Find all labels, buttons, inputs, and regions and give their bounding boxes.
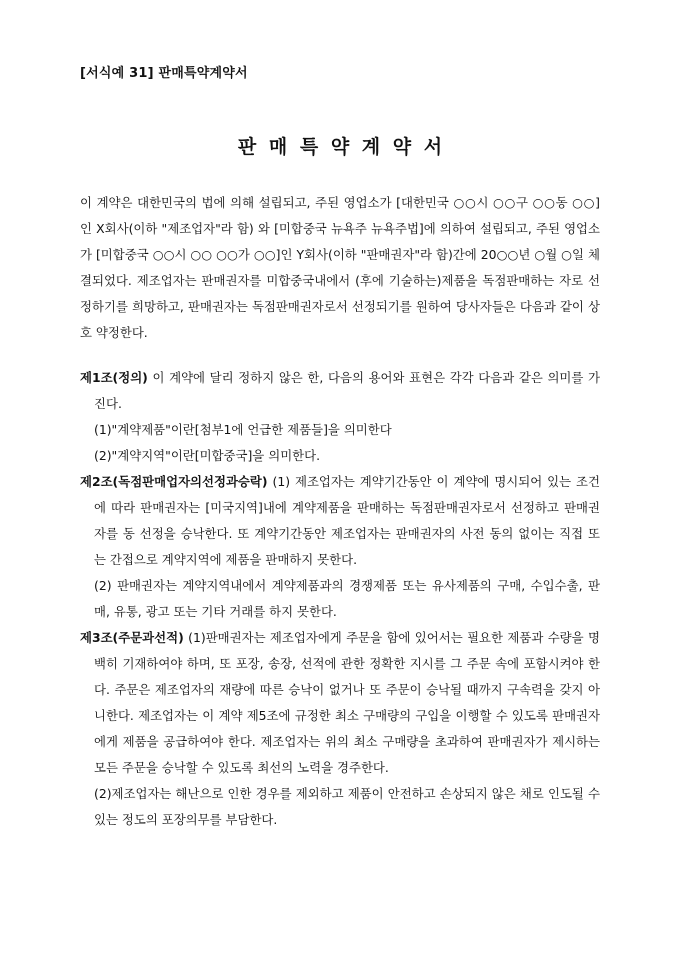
document-title: 판 매 특 약 계 약 서 xyxy=(237,136,443,158)
article-1-text: 이 계약에 달리 정하지 않은 한, 다음의 용어와 표현은 각각 다음과 같은 의미를 가진다. xyxy=(94,370,600,411)
article-2-heading: 제2조(독점판매업자의선정과승락) xyxy=(80,474,268,489)
article-2-text: (1) 제조업자는 계약기간동안 이 계약에 명시되어 있는 조건에 따라 판매권자는 [미국지역]내에 계약제품을 판매하는 독점판매권자로서 선정하고 판매권자를 동 선정을 승낙한다. 또 계약기간동안 제조업자는 판매권자의 사전 동의 없이는 직접 또는 간접으로 계약지역에 제품을 판매하지 못한다. xyxy=(94,474,600,567)
article-1 xyxy=(80,365,600,417)
article-1-heading: 제1조(정의) xyxy=(80,370,148,385)
article-1-item-2: (2)"계약지역"이란[미합중국]을 의미한다. xyxy=(94,448,321,463)
document-body xyxy=(80,190,600,833)
intro-paragraph: 이 계약은 대한민국의 법에 의해 설립되고, 주된 영업소가 [대한민국 ○○시 ○○구 ○○동 ○○] 인 X회사(이하 "제조업자"라 함) 와 [미합중국 뉴욕주 뉴욕주법]에 의하여 설립되고, 주된 영업소가 [미합중국 ○○시 ○○ ○○가 ○○]인 Y회사(이하 "판매권자"라 함)간에 20○○년 ○월 ○일 체결되었다. 제조업자는 판매권자를 미합중국내에서 (후에 기술하는)제품을 독점판매하는 자로 선정하기를 희망하고, 판매권자는 독점판매권자로서 선정되기를 원하여 당사자들은 다음과 같이 상호 약정한다. xyxy=(80,195,600,340)
article-2-item-2: (2) 판매권자는 계약지역내에서 계약제품과의 경쟁제품 또는 유사제품의 구매, 수입수출, 판매, 유통, 광고 또는 기타 거래를 하지 못한다. xyxy=(94,578,600,619)
article-3-text: (1)판매권자는 제조업자에게 주문을 함에 있어서는 필요한 제품과 수량을 명백히 기재하여야 하며, 또 포장, 송장, 선적에 관한 정확한 지시를 그 주문 속에 포함시켜야 한다. 주문은 제조업자의 재량에 따른 승낙이 없거나 또 주문이 승낙될 때까지 구속력을 갖지 아니한다. 제조업자는 이 계약 제5조에 규정한 최소 구매량의 구입을 이행할 수 있도록 판매권자에게 제품을 공급하여야 한다. 제조업자는 위의 최소 구매량을 초과하여 판매권자가 제시하는 모든 주문을 승낙할 수 있도록 최선의 노력을 경주한다. xyxy=(94,630,600,775)
article-1-item-1: (1)"계약제품"이란[첨부1에 언급한 제품들]을 의미한다 xyxy=(94,422,392,437)
form-label: [서식예 31] 판매특약계약서 xyxy=(80,66,248,81)
article-3 xyxy=(80,625,600,781)
article-3-item-2: (2)제조업자는 해난으로 인한 경우를 제외하고 제품이 안전하고 손상되지 않은 채로 인도될 수 있는 정도의 포장의무를 부담한다. xyxy=(94,786,600,827)
article-2 xyxy=(80,469,600,573)
article-3-heading: 제3조(주문과선적) xyxy=(80,630,184,645)
